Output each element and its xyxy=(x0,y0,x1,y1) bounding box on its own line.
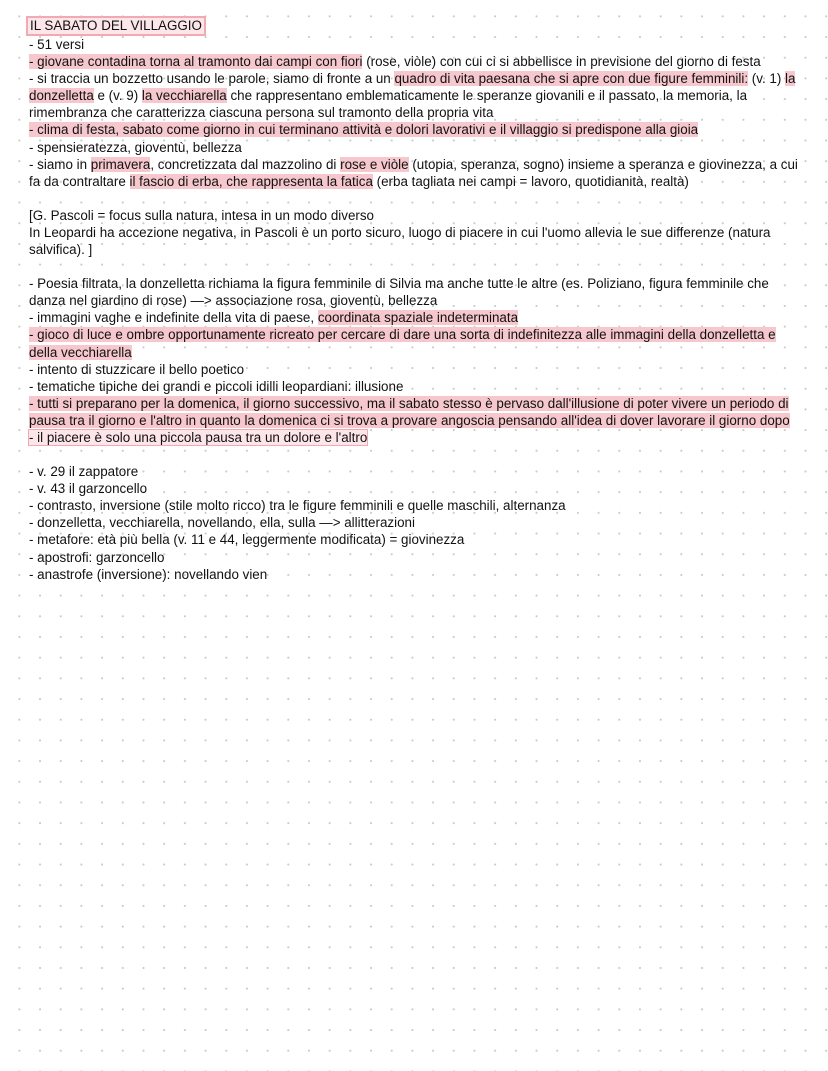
page-title: IL SABATO DEL VILLAGGIO xyxy=(26,16,206,36)
note-line xyxy=(29,429,805,446)
note-line: - spensieratezza, gioventù, bellezza xyxy=(29,139,242,155)
note-line: - tematiche tipiche dei grandi e piccoli idilli leopardiani: illusione xyxy=(29,378,404,394)
note-line xyxy=(29,53,805,70)
highlight: la vecchiarella xyxy=(141,88,227,104)
note-line xyxy=(29,121,805,138)
text: - siamo in xyxy=(29,156,91,172)
note-line: - v. 43 il garzoncello xyxy=(29,481,148,497)
text: - immagini vaghe e indefinite della vita di paese, xyxy=(29,310,318,326)
spacer xyxy=(29,258,805,275)
text: (utopia, speranza, sogno) insieme a speranza e giovinezza, a cui fa da contraltare xyxy=(29,156,798,189)
note-line xyxy=(29,326,805,360)
note-line: - 51 versi xyxy=(29,37,85,52)
highlight: - tutti si preparano per la domenica, il giorno successivo, ma il sabato stesso è pervaso dall'illusione di poter vivere un periodo di pausa tra il giorno e l'altro in quanto la domenica ci si trova a provare angoscia pensando all'idea di dover lavorare il giorno dopo xyxy=(29,395,790,428)
note-line: - apostrofi: garzoncello xyxy=(29,549,165,565)
note-line: - contrasto, inversione (stile molto ricco) tra le figure femminili e quelle maschili, alternanza xyxy=(29,498,566,514)
note-line: - v. 29 il zappatore xyxy=(29,464,139,480)
note-line: - metafore: età più bella (v. 11 e 44, leggermente modificata) = giovinezza xyxy=(29,532,465,548)
notes-page xyxy=(29,16,805,583)
highlight: - clima di festa, sabato come giorno in cui terminano attività e dolori lavorativi e il villaggio si predispone alla gioia xyxy=(29,122,699,138)
note-line: In Leopardi ha accezione negativa, in Pascoli è un porto sicuro, luogo di piacere in cui l'uomo allevia le sue differenze (natura salvifica). ] xyxy=(29,224,771,258)
note-line: - Poesia filtrata, la donzelletta richiama la figura femminile di Silvia ma anche tutte le altre (es. Poliziano, figura femminile che danza nel giardino di rose) —> associazione rosa, gioventù, bellezza xyxy=(29,276,769,309)
text: (rose, viòle) con cui ci si abbellisce in previsione del giorno di festa xyxy=(362,54,761,70)
text: (erba tagliata nei campi = lavoro, quotidianità, realtà) xyxy=(372,173,689,189)
note-line: - anastrofe (inversione): novellando vien xyxy=(29,566,268,582)
highlight: coordinata spaziale indeterminata xyxy=(317,310,519,326)
highlight: - gioco di luce e ombre opportunamente ricreato per cercare di dare una sorta di indefinitezza alle immagini della donzelletta e della vecchiarella xyxy=(29,327,776,360)
text: che rappresentano emblematicamente le speranze giovanili e il passato, la memoria, la rimembranza che caratterizza ciascuna persona sul tramonto della propria vita xyxy=(29,88,748,121)
highlight: primavera xyxy=(90,156,151,172)
highlight: rose e viòle xyxy=(340,156,409,172)
note-line xyxy=(29,395,805,429)
note-line: - intento di stuzzicare il bello poetico xyxy=(29,361,245,377)
highlight: il fascio di erba, che rappresenta la fatica xyxy=(129,173,373,189)
note-line xyxy=(29,156,805,190)
note-line: - donzelletta, vecchiarella, novellando, ella, sulla —> allitterazioni xyxy=(29,515,415,531)
spacer xyxy=(29,190,805,207)
text: - si traccia un bozzetto usando le parole, siamo di fronte a un xyxy=(29,71,395,87)
text: (v. 1) xyxy=(748,71,786,87)
text: e (v. 9) xyxy=(93,88,142,104)
note-line: [G. Pascoli = focus sulla natura, intesa in un modo diverso xyxy=(29,207,374,223)
highlight: - giovane contadina torna al tramonto dai campi con fiori xyxy=(29,54,363,70)
title-line xyxy=(29,16,805,36)
note-line xyxy=(29,70,805,121)
highlight: la donzelletta xyxy=(29,71,796,104)
boxed-highlight: - il piacere è solo una piccola pausa tra un dolore e l'altro xyxy=(29,429,368,445)
note-line xyxy=(29,309,805,326)
text: , concretizzata dal mazzolino di xyxy=(150,156,341,172)
highlight: quadro di vita paesana che si apre con due figure femminili: xyxy=(394,71,749,87)
spacer xyxy=(29,446,805,463)
